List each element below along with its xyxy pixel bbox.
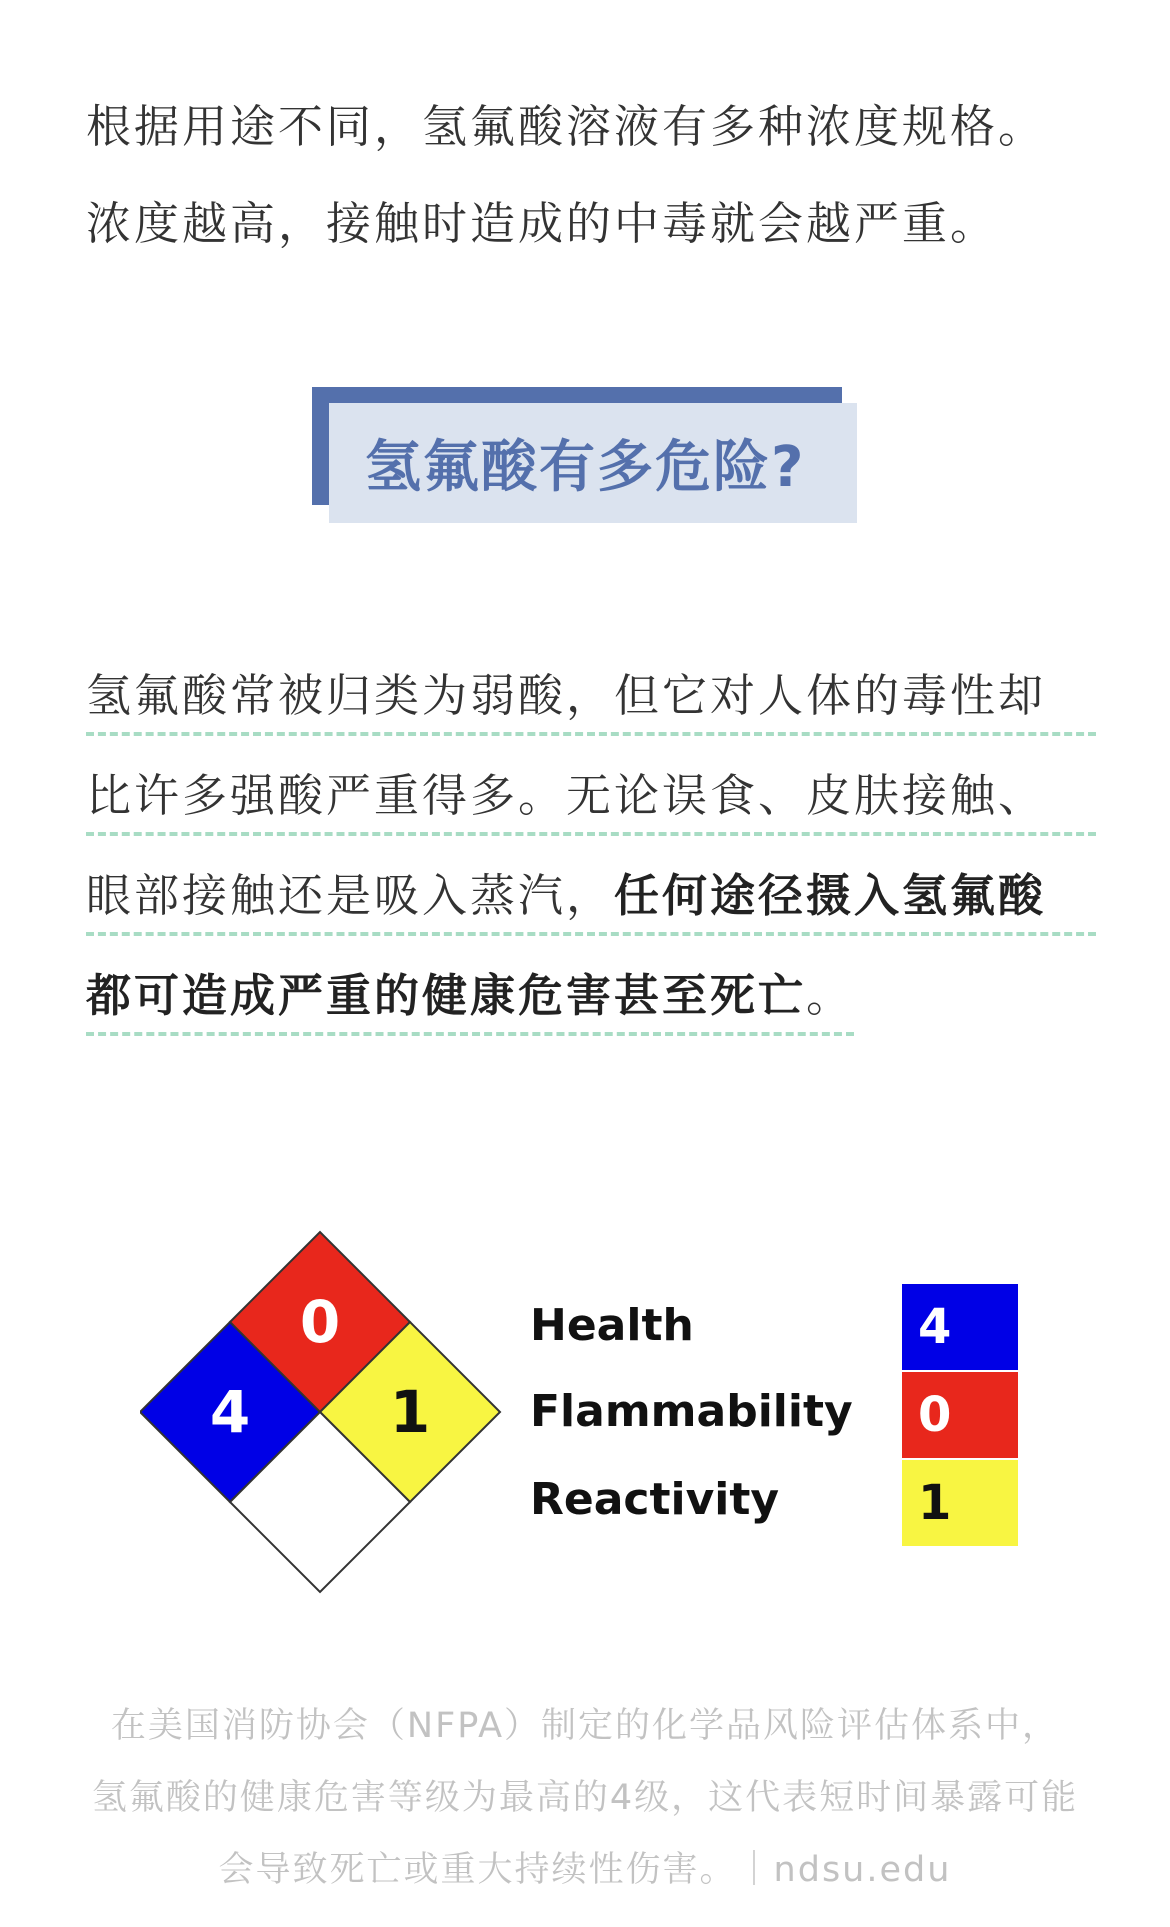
- nfpa-health-value: 4: [209, 1378, 251, 1446]
- body-line-1: 氢氟酸常被归类为弱酸，但它对人体的毒性却: [86, 660, 1096, 736]
- image-caption: [60, 1690, 1110, 1906]
- body-line-4-bold: 都可造成严重的健康危害甚至死亡: [86, 969, 807, 1022]
- nfpa-hazard-figure: [140, 1222, 1040, 1606]
- legend-box-flammability: [902, 1372, 1018, 1458]
- body-line-3: [86, 860, 1096, 936]
- body-paragraph: [86, 660, 1096, 1060]
- nfpa-reactivity-value: 1: [389, 1378, 431, 1446]
- legend-label-health: Health: [530, 1300, 694, 1351]
- legend-value-flammability: 0: [918, 1387, 952, 1443]
- body-line-4: [86, 960, 854, 1036]
- body-line-2: 比许多强酸严重得多。无论误食、皮肤接触、: [86, 760, 1096, 836]
- legend-box-health: [902, 1284, 1018, 1370]
- caption-line-3: 会导致死亡或重大持续性伤害。｜ndsu.edu: [218, 1850, 952, 1890]
- section-heading-text: 氢氟酸有多危险?: [365, 435, 806, 500]
- intro-line-2: 浓度越高，接触时造成的中毒就会越严重。: [86, 197, 999, 250]
- legend-box-reactivity: [902, 1460, 1018, 1546]
- heading-box: [329, 403, 857, 523]
- body-line-3-normal: 眼部接触还是吸入蒸汽，: [86, 869, 615, 922]
- body-line-3-bold: 任何途径摄入氢氟酸: [614, 869, 1047, 922]
- section-heading: [312, 387, 862, 525]
- intro-paragraph: [86, 78, 1096, 272]
- legend-label-reactivity: Reactivity: [530, 1474, 780, 1525]
- legend-value-reactivity: 1: [918, 1475, 952, 1531]
- caption-line-2: 氢氟酸的健康危害等级为最高的4级，这代表短时间暴露可能: [91, 1778, 1079, 1818]
- intro-line-1: 根据用途不同，氢氟酸溶液有多种浓度规格。: [86, 100, 1047, 153]
- body-line-4-end: 。: [806, 969, 855, 1022]
- legend-value-health: 4: [918, 1299, 952, 1355]
- legend-label-flammability: Flammability: [530, 1386, 853, 1437]
- caption-line-1: 在美国消防协会（NFPA）制定的化学品风险评估体系中，: [110, 1706, 1060, 1746]
- nfpa-flammability-value: 0: [299, 1288, 341, 1356]
